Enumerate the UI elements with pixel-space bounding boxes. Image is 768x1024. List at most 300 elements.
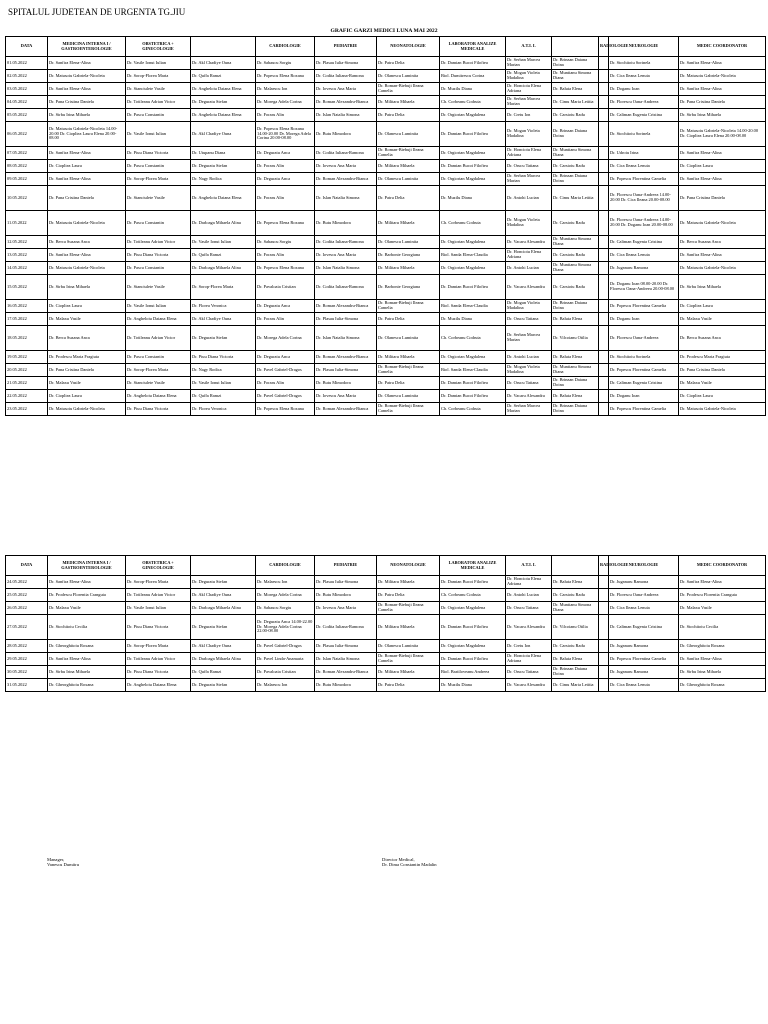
table-row [6,236,766,249]
cell-pediatrics: Dr. Plasau Iulia-Simona [315,57,377,70]
hospital-name: SPITALUL JUDETEAN DE URGENTA TG.JIU [8,7,186,17]
cell-cardiology: Dr. Foraru Alin [256,109,315,122]
cell-cardiology: Dr. Popescu Elena Roxana [256,262,315,275]
cell-neurology: Dr. Stochitoiu Sorinela [609,57,679,70]
header-coordinator: MEDIC COORDONATOR [679,556,766,576]
cell-cardiology: Dr. Deguratu Anca 14.00-22.00 Dr. Morega Adela Corina 22.00-08.00 [256,615,315,640]
cell-coordinator: Dr. Sanfira Elena-Alina [679,576,766,589]
manager-role: Manager, [47,857,65,862]
cell-neurology: Dr. Doganu Ioan [609,83,679,96]
cell-obstetrics-2: Dr. Utupanu Diana [191,147,256,160]
cell-ati-1: Dr. Honcioiu Elena Adriana [506,83,552,96]
header-date: DATA [6,556,48,576]
cell-date: 30.05.2022 [6,666,48,679]
cell-obstetrics-1: Dr. Stanciulete Vasile [126,275,191,300]
cell-ati-2: Dr. Carstoiu Radu [552,589,599,602]
cell-cardiology: Dr. Malaescu Ion [256,576,315,589]
cell-date: 25.05.2022 [6,589,48,602]
cell-obstetrics-1: Dr. Angheloiu Daiana Elena [126,390,191,403]
table-row [6,96,766,109]
cell-pediatrics: Dr. Islan Natalia Simona [315,262,377,275]
table-row [6,615,766,640]
table-row [6,173,766,186]
cell-obstetrics-1: Dr. Pascu Constantin [126,211,191,236]
cell-internal-medicine: Dr. Matusoiu Gabriela-Nicoleta [48,70,126,83]
cell-ati-2: Dr. Brinzan Daiana Doina [552,122,599,147]
cell-obstetrics-2: Dr. Vasile Ionut Iulian [191,377,256,390]
cell-neurology: Dr. Doganu Ioan 08.00-20.00 Dr. Florescu Oana-Andreea 20.00-08.00 [609,275,679,300]
cell-radiology [599,640,609,653]
cell-date: 29.05.2022 [6,653,48,666]
table-row [6,70,766,83]
cell-obstetrics-2: Dr. Florea Veronica [191,300,256,313]
cell-neurology: Dr. Popescu Florentina Camelia [609,173,679,186]
cell-coordinator: Dr. Sanfira Elena-Alina [679,653,766,666]
cell-laboratory: Ch. Corbeanu Codruta [440,211,506,236]
cell-neonatology: Dr. Olanescu Luminita [377,236,440,249]
schedule-table-2 [5,555,766,692]
cell-obstetrics-1: Dr. Stanciulete Vasile [126,377,191,390]
cell-laboratory: Dr. Damian Bucoi Filoftea [440,576,506,589]
cell-date: 10.05.2022 [6,186,48,211]
cell-pediatrics: Dr. Iovescu Ana Maria [315,249,377,262]
cell-obstetrics-1: Dr. Totileanu Adrian Victor [126,326,191,351]
cell-obstetrics-2: Dr. Darloaga Mihaela Alina [191,262,256,275]
cell-neonatology: Dr. Patru Delia [377,377,440,390]
cell-date: 09.05.2022 [6,173,48,186]
cell-cardiology: Dr. Malaescu Ion [256,679,315,692]
cell-radiology [599,615,609,640]
cell-coordinator: Dr. Prodescu Florentia Cranguta [679,589,766,602]
cell-ati-2: Dr. Carstoiu Radu [552,249,599,262]
cell-obstetrics-2: Dr. Akl Chadiye Ouna [191,589,256,602]
cell-ati-1: Dr. Orucu Tatiana [506,160,552,173]
cell-internal-medicine: Dr. Berca Suzana Anca [48,326,126,351]
cell-laboratory: Biol. Sanda Elena-Claudia [440,364,506,377]
cell-neonatology: Dr. Militaru Mihaela [377,615,440,640]
cell-coordinator: Dr. Matusoiu Gabriela-Nicoleta [679,262,766,275]
cell-ati-2: Dr. Brinzan Daiana Doina [552,173,599,186]
cell-pediatrics: Dr. Butu Mimodora [315,679,377,692]
cell-coordinator: Dr. Stochitoiu Cecilia [679,615,766,640]
header-neurology: NEUROLOGIE [609,556,679,576]
cell-pediatrics: Dr. Plasau Iulia-Simona [315,364,377,377]
cell-ati-2: Dr. Muntianu Simona Diana [552,70,599,83]
cell-cardiology: Dr. Pavel Gabriel-Dragos [256,640,315,653]
cell-neonatology: Dr. Patru Delia [377,186,440,211]
cell-obstetrics-2: Dr. Nagy Rodica [191,173,256,186]
cell-obstetrics-2: Dr. Vasile Ionut Iulian [191,236,256,249]
cell-obstetrics-1: Dr. Piuu Diana Victoria [126,249,191,262]
cell-laboratory: Dr. Muzilu Diana [440,679,506,692]
cell-radiology [599,186,609,211]
cell-obstetrics-1: Dr. Totileanu Adrian Victor [126,96,191,109]
cell-neurology: Dr. Florescu Oana-Andreea [609,326,679,351]
cell-obstetrics-1: Dr. Sorop-Florea Maria [126,70,191,83]
cell-obstetrics-2: Dr. Angheloiu Daiana Elena [191,186,256,211]
cell-internal-medicine: Dr. Sanfira Elena-Alina [48,576,126,589]
cell-neurology: Dr. Juganaru Ramona [609,576,679,589]
cell-ati-2: Dr. Carstoiu Radu [552,160,599,173]
cell-cardiology: Dr. Morega Adela Corina [256,589,315,602]
cell-radiology [599,70,609,83]
table-row [6,211,766,236]
cell-ati-2: Dr. Carstoiu Radu [552,211,599,236]
cell-ati-1: Dr. Vacaru Alexandra [506,236,552,249]
cell-date: 27.05.2022 [6,615,48,640]
table-row [6,679,766,692]
cell-ati-1: Dr. Orucu Tatiana [506,377,552,390]
header-row [6,556,766,576]
cell-coordinator: Dr. Matusoiu Gabriela-Nicoleta [679,211,766,236]
cell-pediatrics: Dr. Roman Alexandru-Bianca [315,351,377,364]
cell-laboratory: Dr. Orgiorian Magdalena [440,262,506,275]
cell-neonatology: Dr. Patru Delia [377,109,440,122]
table-row [6,186,766,211]
cell-obstetrics-1: Dr. Angheloiu Daiana Elena [126,313,191,326]
cell-ati-2: Dr. Brinzan Daiana Doina [552,57,599,70]
cell-date: 31.05.2022 [6,679,48,692]
cell-ati-2: Dr. Brinzan Daiana Doina [552,666,599,679]
cell-radiology [599,653,609,666]
cell-ati-1: Dr. Cretu Ion [506,640,552,653]
table-row [6,364,766,377]
cell-laboratory: Dr. Damian Bucoi Filoftea [440,390,506,403]
cell-coordinator: Dr. Prodescu Maria Fragiuta [679,351,766,364]
header-ati-1: A.T.I. I. [506,37,552,57]
cell-laboratory: Dr. Muzilu Diana [440,186,506,211]
header-pediatrics: PEDIATRIE [315,556,377,576]
cell-ati-2: Dr. Muntianu Simona Diana [552,236,599,249]
cell-cardiology: Dr. Popescu Elena Roxana [256,403,315,416]
cell-internal-medicine: Dr. Prodescu Maria Fragiuta [48,351,126,364]
cell-neonatology: Dr. Olanescu Luminita [377,390,440,403]
cell-neurology: Dr. Caliman Eugenia Cristina [609,377,679,390]
cell-obstetrics-2: Dr. Sorop-Florea Maria [191,275,256,300]
cell-pediatrics: Dr. Iovescu Ana Maria [315,390,377,403]
cell-coordinator: Dr. Berca Suzana Anca [679,326,766,351]
cell-ati-1: Dr. Mogan Violeta Madalina [506,300,552,313]
table-row [6,109,766,122]
cell-internal-medicine: Dr. Malaxu Vasile [48,313,126,326]
cell-cardiology: Dr. Popescu Elena Roxana 14.00-20.00 Dr. Morega Adela Corina 20.00-08.00 [256,122,315,147]
header-obstetrics-2 [191,556,256,576]
cell-obstetrics-1: Dr. Totileanu Adrian Victor [126,236,191,249]
cell-obstetrics-1: Dr. Sorop-Florea Maria [126,576,191,589]
cell-laboratory: Ch. Corbeanu Codruta [440,589,506,602]
cell-internal-medicine: Dr. Prodescu Florentia Cranguta [48,589,126,602]
cell-cardiology: Dr. Deguratu Anca [256,147,315,160]
cell-internal-medicine: Dr. Matusoiu Gabriela-Nicoleta [48,262,126,275]
table-row [6,351,766,364]
cell-pediatrics: Dr. Butu Mimodora [315,377,377,390]
cell-obstetrics-2: Dr. Darloaga Mihaela Alina [191,602,256,615]
cell-date: 24.05.2022 [6,576,48,589]
cell-date: 21.05.2022 [6,377,48,390]
cell-date: 11.05.2022 [6,211,48,236]
cell-pediatrics: Dr. Roman Alexandru-Bianca [315,96,377,109]
cell-neurology: Dr. Florescu Oana-Andreea [609,96,679,109]
cell-radiology [599,109,609,122]
cell-laboratory: Dr. Orgiorian Magdalena [440,173,506,186]
manager-signature [47,857,79,868]
cell-ati-1: Dr. Cretu Ion [506,109,552,122]
cell-radiology [599,351,609,364]
cell-ati-2: Dr. Carstoiu Radu [552,109,599,122]
cell-obstetrics-2: Dr. Darloaga Mihaela Alina [191,653,256,666]
cell-date: 18.05.2022 [6,326,48,351]
cell-date: 14.05.2022 [6,262,48,275]
cell-pediatrics: Dr. Codita Iuliana-Ramona [315,275,377,300]
cell-date: 02.05.2022 [6,70,48,83]
cell-ati-1: Dr. Serban Marcea Marian [506,403,552,416]
table-row [6,313,766,326]
cell-cardiology: Dr. Morega Adela Corina [256,96,315,109]
cell-laboratory: Dr. Damian Bucoi Filoftea [440,615,506,640]
cell-coordinator: Dr. Malaxu Vasile [679,313,766,326]
cell-date: 13.05.2022 [6,249,48,262]
cell-obstetrics-1: Dr. Totileanu Adrian Victor [126,589,191,602]
cell-internal-medicine: Dr. Pana Cristina Daniela [48,364,126,377]
table-row [6,249,766,262]
cell-coordinator: Dr. Matusoiu Gabriela-Nicoleta 14.00-20.00 Dr. Ciopliea Laura Elena 20.00-08.00 [679,122,766,147]
cell-cardiology: Dr. Foraru Alin [256,313,315,326]
header-ati-2 [552,37,599,57]
cell-ati-2: Dr. Muntianu Simona Diana [552,602,599,615]
cell-laboratory: Biol. Sanda Elena-Claudia [440,300,506,313]
cell-ati-2: Dr. Cimu Maria Letitia [552,96,599,109]
cell-cardiology: Dr. Foraru Alin [256,160,315,173]
cell-coordinator: Dr. Sanfira Elena-Alina [679,147,766,160]
cell-ati-2: Dr. Baluta Elena [552,576,599,589]
header-coordinator: MEDIC COORDONATOR [679,37,766,57]
header-neonatology: NEONATOLOGIE [377,37,440,57]
cell-laboratory: Biol. Sanda Elena-Claudia [440,249,506,262]
cell-neurology: Dr. Popescu Florentina Camelia [609,364,679,377]
cell-neurology: Dr. Popescu Florentina Camelia [609,300,679,313]
cell-date: 26.05.2022 [6,602,48,615]
cell-pediatrics: Dr. Butu Mimodora [315,211,377,236]
cell-pediatrics: Dr. Codita Iuliana-Ramona [315,147,377,160]
cell-radiology [599,83,609,96]
cell-neonatology: Dr. Olanescu Luminita [377,70,440,83]
cell-ati-2: Dr. Brinzan Daiana Doina [552,377,599,390]
cell-radiology [599,300,609,313]
header-neonatology: NEONATOLOGIE [377,556,440,576]
cell-radiology [599,326,609,351]
cell-obstetrics-1: Dr. Pascu Constantin [126,160,191,173]
cell-coordinator: Dr. Sirbu Irina Mihaela [679,666,766,679]
cell-neonatology: Dr. Olanescu Luminita [377,640,440,653]
cell-neonatology: Dr. Patru Delia [377,679,440,692]
table-row [6,300,766,313]
cell-pediatrics: Dr. Roman Alexandru-Bianca [315,300,377,313]
cell-date: 03.05.2022 [6,83,48,96]
cell-ati-1: Dr. Antohi Lucian [506,186,552,211]
cell-internal-medicine: Dr. Gheorghitoiu Roxana [48,640,126,653]
cell-internal-medicine: Dr. Pana Cristina Daniela [48,96,126,109]
cell-radiology [599,403,609,416]
header-obstetrics-1: OBSTETRICA + GINECOLOGIE [126,556,191,576]
cell-internal-medicine: Dr. Berca Suzana Anca [48,236,126,249]
cell-obstetrics-1: Dr. Piuu Diana Victoria [126,666,191,679]
cell-radiology [599,173,609,186]
cell-obstetrics-1: Dr. Pascu Constantin [126,109,191,122]
header-laboratory: LABORATOR ANALIZE MEDICALE [440,37,506,57]
cell-coordinator: Dr. Malaxu Vasile [679,602,766,615]
cell-date: 20.05.2022 [6,364,48,377]
header-laboratory: LABORATOR ANALIZE MEDICALE [440,556,506,576]
cell-ati-1: Dr. Mogan Violeta Madalina [506,122,552,147]
cell-pediatrics: Dr. Iovescu Ana Maria [315,602,377,615]
table-row [6,403,766,416]
cell-internal-medicine: Dr. Sirbu Irina Mihaela [48,275,126,300]
director-signature [382,857,437,868]
cell-cardiology: Dr. Sabaucu Sorgiu [256,236,315,249]
cell-ati-2: Dr. Muntianu Simona Diana [552,364,599,377]
cell-internal-medicine: Dr. Pana Cristina Daniela [48,186,126,211]
table-row [6,83,766,96]
cell-obstetrics-1: Dr. Totileanu Adrian Victor [126,653,191,666]
cell-cardiology: Dr. Pavaloaia Cristian [256,666,315,679]
cell-coordinator: Dr. Gheorghitoiu Roxana [679,679,766,692]
cell-neonatology: Dr. Roman-Biebuji Ileana Camelia [377,653,440,666]
cell-coordinator: Dr. Matusoiu Gabriela-Nicoleta [679,403,766,416]
cell-coordinator: Dr. Sanfira Elena-Alina [679,57,766,70]
cell-laboratory: Dr. Damian Bucoi Filoftea [440,160,506,173]
cell-obstetrics-1: Dr. Sorop-Florea Maria [126,173,191,186]
cell-pediatrics: Dr. Codita Iuliana-Ramona [315,70,377,83]
cell-ati-1: Dr. Orucu Tatiana [506,602,552,615]
cell-coordinator: Dr. Ciopliea Laura [679,160,766,173]
cell-ati-2: Dr. Muntianu Simona Diana [552,262,599,275]
cell-ati-2: Dr. Brinzan Daiana Doina [552,403,599,416]
cell-date: 22.05.2022 [6,390,48,403]
cell-obstetrics-2: Dr. Deguratu Stefan [191,679,256,692]
header-radiology: RADIOLOGIE [599,556,609,576]
cell-ati-1: Dr. Honcioiu Elena Adriana [506,249,552,262]
cell-ati-2: Dr. Muntianu Simona Diana [552,147,599,160]
cell-ati-1: Dr. Serban Marcea Marian [506,96,552,109]
cell-pediatrics: Dr. Butu Mimodora [315,589,377,602]
cell-neonatology: Dr. Militaru Mihaela [377,211,440,236]
cell-obstetrics-1: Dr. Pascu Constantin [126,262,191,275]
schedule-table-1 [5,36,766,416]
cell-radiology [599,262,609,275]
cell-laboratory: Dr. Muzilu Diana [440,83,506,96]
cell-ati-1: Dr. Orucu Tatiana [506,666,552,679]
cell-internal-medicine: Dr. Sanfira Elena-Alina [48,83,126,96]
cell-ati-2: Dr. Cimu Maria Letitia [552,679,599,692]
cell-internal-medicine: Dr. Malaxu Vasile [48,602,126,615]
cell-neurology: Dr. Florescu Oana-Andreea [609,589,679,602]
cell-pediatrics: Dr. Roman Alexandru-Bianca [315,666,377,679]
cell-date: 04.05.2022 [6,96,48,109]
cell-neonatology: Dr. Militaru Mihaela [377,160,440,173]
header-radiology: RADIOLOGIE [599,37,609,57]
header-internal-medicine: MEDICINA INTERNA I / GASTROENTEROLOGIE [48,556,126,576]
cell-obstetrics-2: Dr. Darloaga Mihaela Alina [191,211,256,236]
cell-date: 17.05.2022 [6,313,48,326]
cell-laboratory: Ch. Corbeanu Codruta [440,96,506,109]
cell-obstetrics-1: Dr. Sorop-Florea Maria [126,640,191,653]
cell-obstetrics-2: Dr. Nagy Rodica [191,364,256,377]
cell-pediatrics: Dr. Plasau Iulia-Simona [315,576,377,589]
cell-date: 16.05.2022 [6,300,48,313]
cell-internal-medicine: Dr. Ciopliea Laura [48,390,126,403]
cell-pediatrics: Dr. Plasau Iulia-Simona [315,640,377,653]
cell-laboratory: Biol. Dumitrescu Corina [440,70,506,83]
cell-neurology: Dr. Cica Ileana Lenuta [609,679,679,692]
cell-date: 01.05.2022 [6,57,48,70]
cell-obstetrics-2: Dr. Quffa Ramzi [191,390,256,403]
cell-neurology: Dr. Caliman Eugenia Cristina [609,236,679,249]
cell-neurology: Dr. Juganaru Ramona [609,262,679,275]
cell-internal-medicine: Dr. Sanfira Elena-Alina [48,147,126,160]
cell-cardiology: Dr. Pavel Linda-Anamaria [256,653,315,666]
cell-ati-1: Dr. Antohi Lucian [506,351,552,364]
cell-obstetrics-2: Dr. Akl Chadiye Ouna [191,57,256,70]
cell-cardiology: Dr. Popescu Elena Roxana [256,211,315,236]
cell-internal-medicine: Dr. Matusoiu Gabriela-Nicoleta [48,211,126,236]
cell-pediatrics: Dr. Codita Iuliana-Ramona [315,615,377,640]
table-row [6,653,766,666]
cell-radiology [599,666,609,679]
cell-cardiology: Dr. Morega Adela Corina [256,326,315,351]
cell-obstetrics-1: Dr. Piuu Diana Victoria [126,403,191,416]
cell-neonatology: Dr. Roman-Biebuji Ileana Camelia [377,403,440,416]
cell-neurology: Dr. Stochitoiu Sorinela [609,122,679,147]
cell-cardiology: Dr. Foraru Alin [256,249,315,262]
cell-laboratory: Dr. Orgiorian Magdalena [440,640,506,653]
table-row [6,666,766,679]
cell-date: 08.05.2022 [6,160,48,173]
cell-ati-2: Dr. Vilcoianu Otilia [552,615,599,640]
cell-ati-2: Dr. Baluta Elena [552,653,599,666]
cell-laboratory: Dr. Damian Bucoi Filoftea [440,275,506,300]
cell-neonatology: Dr. Roman-Biebuji Ileana Camelia [377,602,440,615]
cell-cardiology: Dr. Pavaloaia Cristian [256,275,315,300]
cell-obstetrics-1: Dr. Pascu Constantin [126,351,191,364]
table-row [6,122,766,147]
cell-neonatology: Dr. Militaru Mihaela [377,262,440,275]
cell-internal-medicine: Dr. Sanfira Elena-Alina [48,173,126,186]
cell-pediatrics: Dr. Roman Alexandru-Bianca [315,403,377,416]
cell-obstetrics-2: Dr. Piuu Diana Victoria [191,351,256,364]
director-role: Director Medical, [382,857,415,862]
cell-ati-1: Dr. Antohi Lucian [506,262,552,275]
cell-obstetrics-1: Dr. Sorop-Florea Maria [126,364,191,377]
cell-laboratory: Dr. Orgiorian Magdalena [440,147,506,160]
cell-cardiology: Dr. Deguratu Anca [256,300,315,313]
cell-internal-medicine: Dr. Ciopliea Laura [48,160,126,173]
table-row [6,640,766,653]
cell-cardiology: Dr. Malaescu Ion [256,83,315,96]
cell-date: 23.05.2022 [6,403,48,416]
cell-obstetrics-1: Dr. Stanciulete Vasile [126,186,191,211]
cell-date: 12.05.2022 [6,236,48,249]
cell-cardiology: Dr. Deguratu Anca [256,173,315,186]
cell-coordinator: Dr. Sanfira Elena-Alina [679,83,766,96]
cell-laboratory: Dr. Orgiorian Magdalena [440,602,506,615]
cell-radiology [599,211,609,236]
cell-coordinator: Dr. Pana Cristina Daniela [679,96,766,109]
cell-ati-2: Dr. Baluta Elena [552,313,599,326]
cell-coordinator: Dr. Berca Suzana Anca [679,236,766,249]
cell-radiology [599,57,609,70]
cell-laboratory: Dr. Muzilu Diana [440,313,506,326]
cell-cardiology: Dr. Popescu Elena Roxana [256,70,315,83]
